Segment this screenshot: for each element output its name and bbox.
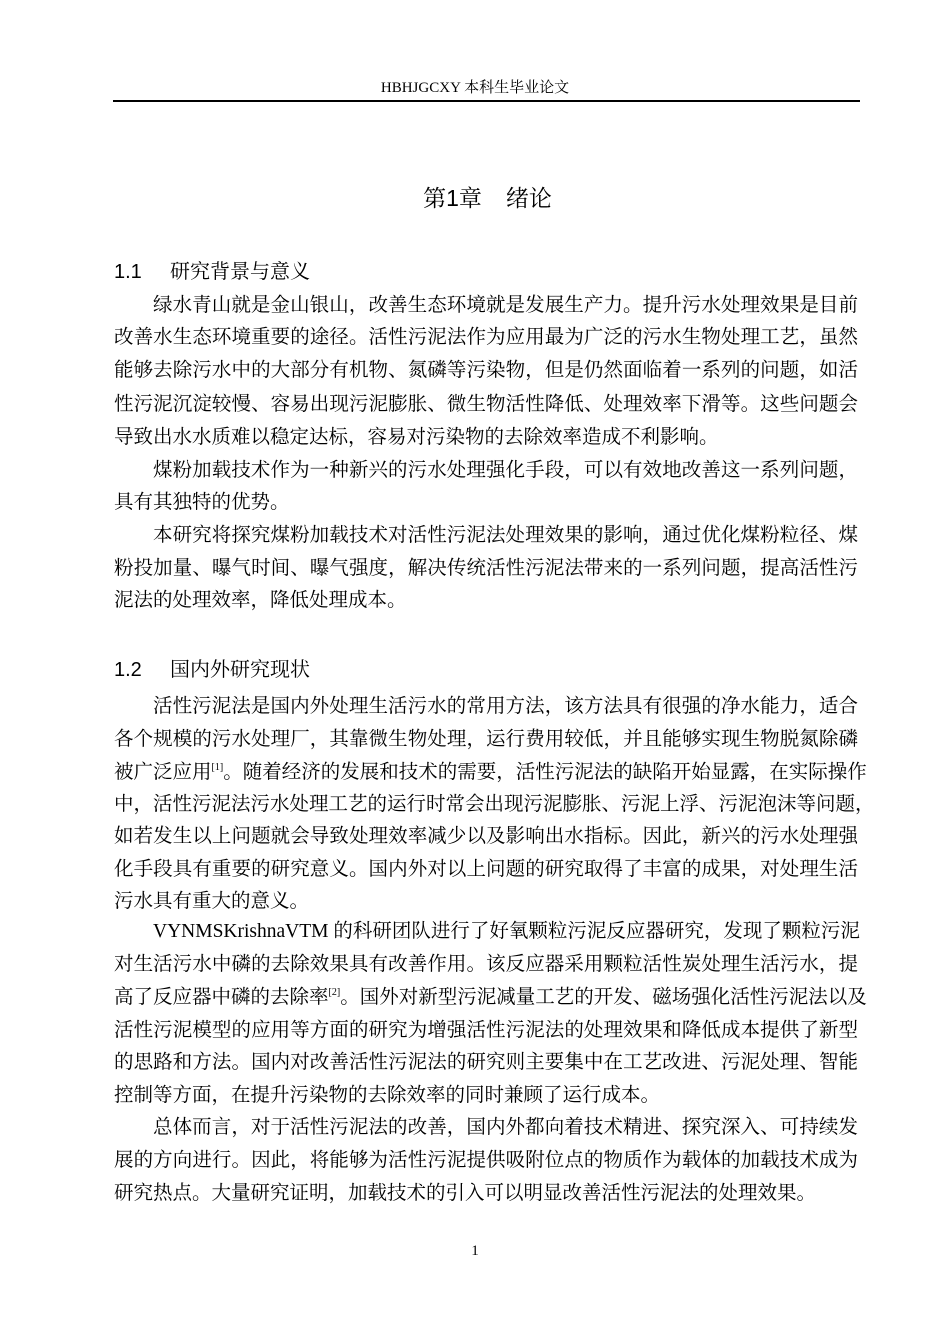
paragraph-line: 具有其独特的优势。 bbox=[114, 492, 290, 513]
paragraph-line: 各个规模的污水处理厂，其靠微生物处理，运行费用较低，并且能够实现生物脱氮除磷 bbox=[114, 729, 858, 750]
paragraph-line: 泥法的处理效率，降低处理成本。 bbox=[114, 590, 407, 611]
paragraph-line: 活性污泥模型的应用等方面的研究为增强活性污泥法的处理效果和降低成本提供了新型 bbox=[114, 1020, 858, 1041]
text-segment: 。随着经济的发展和技术的需要，活性污泥法的缺陷开始显露，在实际操作 bbox=[223, 762, 867, 783]
paragraph-line: 改善水生态环境重要的途径。活性污泥法作为应用最为广泛的污水生物处理工艺，虽然 bbox=[114, 327, 858, 348]
text-segment: 高了反应器中磷的去除率 bbox=[114, 987, 329, 1008]
paragraph-line: 化手段具有重要的研究意义。国内外对以上问题的研究取得了丰富的成果，对处理生活 bbox=[114, 859, 858, 880]
paragraph-line: 控制等方面，在提升污染物的去除效率的同时兼顾了运行成本。 bbox=[114, 1085, 661, 1106]
section-heading bbox=[114, 255, 310, 284]
paragraph-line: 能够去除污水中的大部分有机物、氮磷等污染物，但是仍然面临着一系列的问题，如活 bbox=[114, 360, 858, 381]
paragraph-line: 如若发生以上问题就会导致处理效率减少以及影响出水指标。因此，新兴的污水处理强 bbox=[114, 826, 858, 847]
section-title: 研究背景与意义 bbox=[170, 261, 310, 283]
paragraph-line: 粉投加量、曝气时间、曝气强度，解决传统活性污泥法带来的一系列问题，提高活性污 bbox=[114, 558, 858, 579]
paragraph-line: 活性污泥法是国内外处理生活污水的常用方法，该方法具有很强的净水能力，适合 bbox=[153, 696, 858, 717]
paragraph-line: 本研究将探究煤粉加载技术对活性污泥法处理效果的影响，通过优化煤粉粒径、煤 bbox=[153, 525, 858, 546]
paragraph-line: 的思路和方法。国内对改善活性污泥法的研究则主要集中在工艺改进、污泥处理、智能 bbox=[114, 1052, 858, 1073]
paragraph-line: 对生活污水中磷的去除效果具有改善作用。该反应器采用颗粒活性炭处理生活污水，提 bbox=[114, 954, 858, 975]
citation-superscript[interactable]: [1] bbox=[211, 762, 224, 773]
chapter-name: 绪论 bbox=[505, 185, 552, 211]
section-heading bbox=[114, 653, 310, 682]
paragraph-line bbox=[114, 760, 867, 786]
paragraph-line: 展的方向进行。因此，将能够为活性污泥提供吸附位点的物质作为载体的加载技术成为 bbox=[114, 1150, 858, 1171]
paragraph-line: VYNMSKrishnaVTM 的科研团队进行了好氧颗粒污泥反应器研究，发现了颗粒污泥 bbox=[153, 921, 860, 942]
paragraph-line: 污水具有重大的意义。 bbox=[114, 891, 310, 912]
text-segment: 。国外对新型污泥减量工艺的开发、磁场强化活性污泥法以及 bbox=[340, 987, 867, 1008]
paragraph-line bbox=[114, 985, 867, 1011]
paragraph-line: 中，活性污泥法污水处理工艺的运行时常会出现污泥膨胀、污泥上浮、污泥泡沫等问题， bbox=[114, 794, 875, 815]
paragraph-line: 总体而言，对于活性污泥法的改善，国内外都向着技术精进、探究深入、可持续发 bbox=[153, 1117, 858, 1138]
citation-superscript[interactable]: [2] bbox=[328, 987, 341, 998]
chapter-number: 第1章 bbox=[423, 185, 482, 211]
text-segment: 被广泛应用 bbox=[114, 762, 212, 783]
section-number: 1.1 bbox=[114, 261, 142, 283]
paragraph-line: 导致出水水质难以稳定达标，容易对污染物的去除效率造成不利影响。 bbox=[114, 427, 719, 448]
paragraph-line: 煤粉加载技术作为一种新兴的污水处理强化手段，可以有效地改善这一系列问题， bbox=[153, 460, 858, 481]
page-number: 1 bbox=[471, 1243, 479, 1259]
section-number: 1.2 bbox=[114, 659, 142, 681]
paragraph-line: 绿水青山就是金山银山，改善生态环境就是发展生产力。提升污水处理效果是目前 bbox=[153, 295, 858, 316]
paragraph-line: 研究热点。大量研究证明，加载技术的引入可以明显改善活性污泥法的处理效果。 bbox=[114, 1183, 817, 1204]
section-title: 国内外研究现状 bbox=[170, 659, 310, 681]
chapter-title bbox=[0, 180, 950, 213]
running-header: HBHJGCXY 本科生毕业论文 bbox=[380, 80, 570, 96]
paragraph-line: 性污泥沉淀较慢、容易出现污泥膨胀、微生物活性降低、处理效率下滑等。这些问题会 bbox=[114, 394, 858, 415]
header-rule bbox=[113, 100, 860, 102]
